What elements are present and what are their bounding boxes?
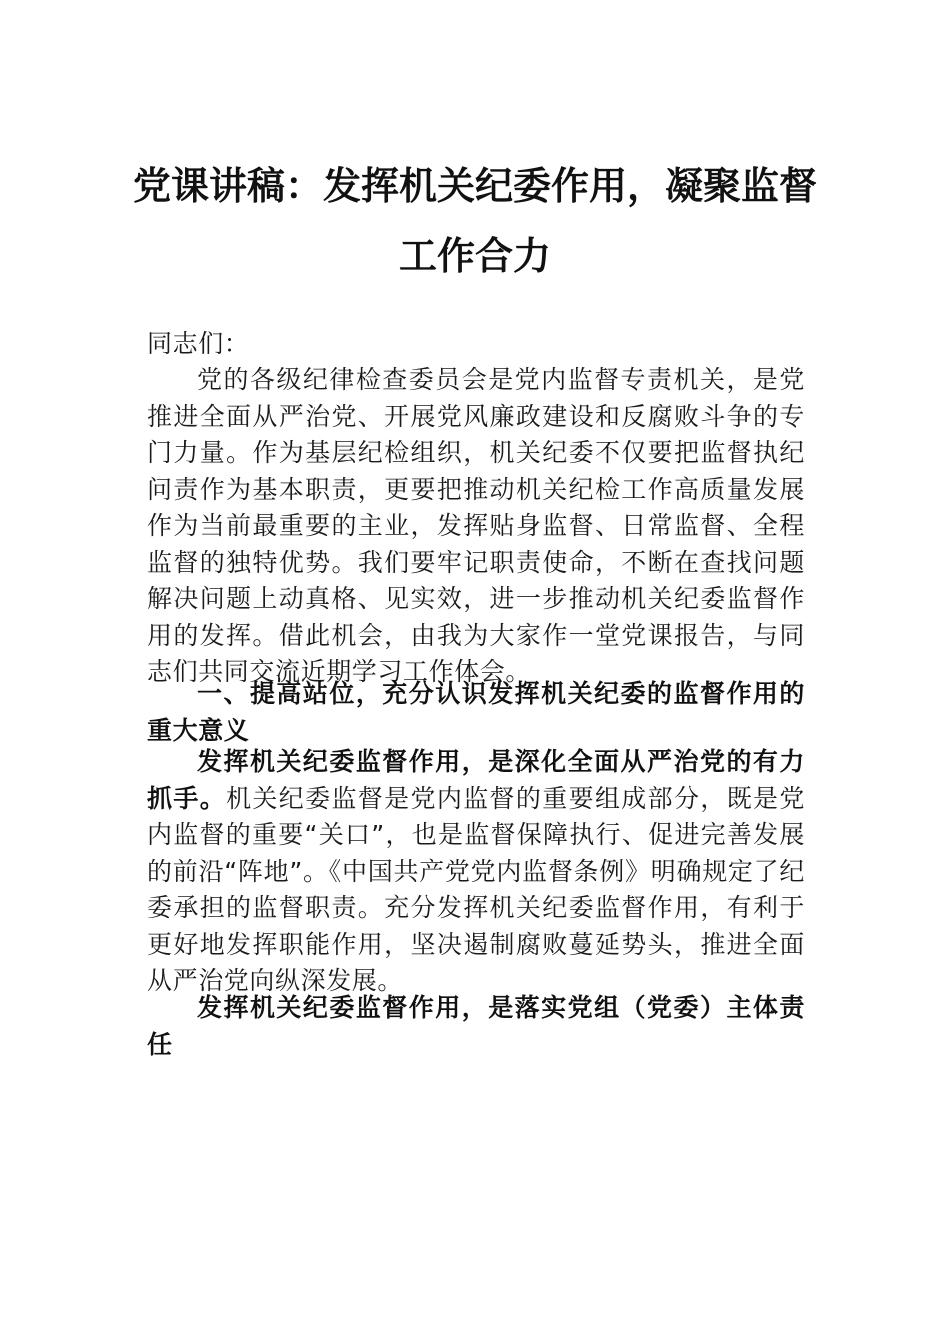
intro-paragraph: 党的各级纪律检查委员会是党内监督专责机关，是党推进全面从严治党、开展党风廉政建设和反腐败斗争的专门力量。作为基层纪检组织，机关纪委不仅要把监督执纪问责作为基本职责，更要把推动机关纪检工作高质量发展作为当前最重要的主业，发挥贴身监督、日常监督、全程监督的独特优势。我们要牢记职责使命，不断在查找问题解决问题上动真格、见实效，进一步推动机关纪委监督作用的发挥。借此机会，由我为大家作一堂党课报告，与同志们共同交流近期学习工作体会。 xyxy=(147,365,805,686)
document-title-line-2: 工作合力 xyxy=(398,233,551,278)
paragraph-3-lead: 发挥机关纪委监督作用，是落实党组（党委）主体责任 xyxy=(147,993,805,1059)
document-title-line-1: 党课讲稿：发挥机关纪委作用，凝聚监督 xyxy=(132,163,817,208)
paragraph-2 xyxy=(147,744,805,1000)
paragraph-2-body: 机关纪委监督是党内监督的重要组成部分，既是党内监督的重要“关口”，也是监督保障执行、促进完善发展的前沿“阵地”。《中国共产党党内监督条例》明确规定了纪委承担的监督职责。充分发挥机关纪委监督作用，有利于更好地发挥职能作用，坚决遏制腐败蔓延势头，推进全面从严治党向纵深发展。 xyxy=(147,783,806,995)
section-1-heading: 一、提高站位，充分认识发挥机关纪委的监督作用的重大意义 xyxy=(147,679,805,745)
paragraph-2-lead: 发挥机关纪委监督作用，是深化全面从严治党的有力抓手。 xyxy=(147,747,805,813)
salutation: 同志们： xyxy=(147,329,250,358)
